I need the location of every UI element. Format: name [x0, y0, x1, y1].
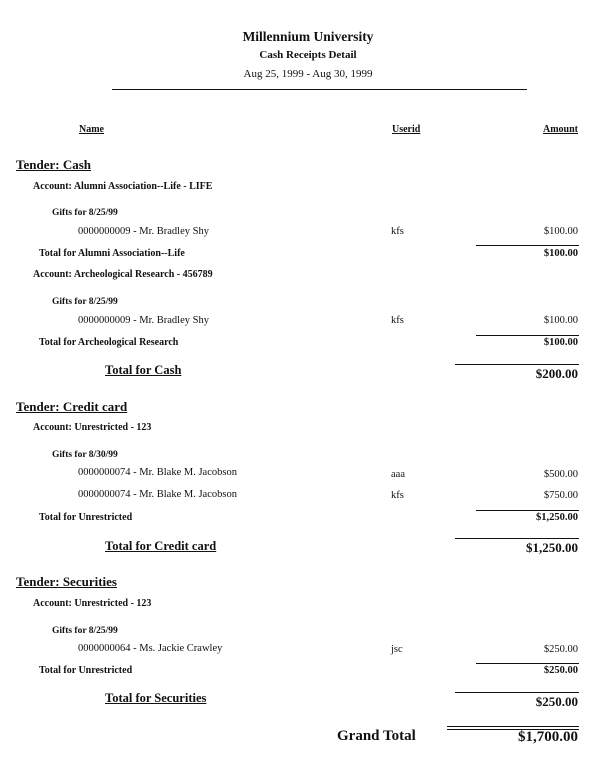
gift-amount: $100.00 [543, 315, 578, 326]
column-header-name: Name [79, 124, 104, 135]
tender-total-rule [455, 364, 579, 365]
userid-value: kfs [391, 226, 404, 237]
tender-total-amount: $200.00 [535, 366, 578, 381]
header-divider [112, 89, 527, 90]
grand-total-amount: $1,700.00 [518, 729, 578, 745]
report-title: Millennium University [242, 29, 374, 44]
gifts-date-label: Gifts for 8/25/99 [52, 626, 118, 636]
userid-value: jsc [391, 644, 403, 655]
account-heading: Account: Unrestricted - 123 [33, 598, 152, 609]
account-total-amount: $1,250.00 [536, 512, 578, 523]
subtotal-rule [476, 510, 579, 511]
gift-amount: $750.00 [543, 490, 578, 501]
column-header-amount: Amount [542, 124, 578, 135]
tender-heading-credit-card: Tender: Credit card [16, 399, 128, 414]
gift-amount: $100.00 [543, 226, 578, 237]
gifts-date-label: Gifts for 8/25/99 [52, 208, 118, 218]
account-total-label: Total for Alumni Association--Life [39, 248, 185, 259]
report-subtitle: Cash Receipts Detail [259, 49, 357, 61]
column-header-userid: Userid [392, 124, 421, 135]
account-heading: Account: Archeological Research - 456789 [33, 269, 213, 280]
tender-heading-cash: Tender: Cash [16, 157, 92, 172]
account-heading: Account: Alumni Association--Life - LIFE [33, 181, 213, 192]
donor-name: 0000000074 - Mr. Blake M. Jacobson [78, 467, 237, 478]
donor-name: 0000000074 - Mr. Blake M. Jacobson [78, 489, 237, 500]
report-date-range: Aug 25, 1999 - Aug 30, 1999 [243, 68, 373, 80]
grand-total-label: Grand Total [337, 728, 416, 744]
account-total-label: Total for Unrestricted [39, 512, 133, 523]
gift-amount: $500.00 [543, 469, 578, 480]
donor-name: 0000000064 - Ms. Jackie Crawley [78, 643, 223, 654]
userid-value: kfs [391, 315, 404, 326]
tender-total-amount: $1,250.00 [526, 540, 578, 555]
account-total-amount: $100.00 [543, 337, 578, 348]
tender-total-amount: $250.00 [535, 694, 578, 709]
tender-total-label: Total for Credit card [105, 539, 217, 553]
account-total-label: Total for Unrestricted [39, 665, 133, 676]
subtotal-rule [476, 663, 579, 664]
gifts-date-label: Gifts for 8/30/99 [52, 450, 118, 460]
gifts-date-label: Gifts for 8/25/99 [52, 297, 118, 307]
tender-total-rule [455, 538, 579, 539]
account-total-amount: $250.00 [543, 665, 578, 676]
donor-name: 0000000009 - Mr. Bradley Shy [78, 315, 209, 326]
account-heading: Account: Unrestricted - 123 [33, 422, 152, 433]
tender-heading-securities: Tender: Securities [16, 574, 117, 589]
grand-total-rule-top [447, 726, 579, 727]
tender-total-rule [455, 692, 579, 693]
userid-value: kfs [391, 490, 404, 501]
tender-total-label: Total for Cash [105, 363, 182, 377]
account-total-label: Total for Archeological Research [39, 337, 179, 348]
tender-total-label: Total for Securities [105, 691, 207, 705]
gift-amount: $250.00 [543, 644, 578, 655]
account-total-amount: $100.00 [543, 248, 578, 259]
subtotal-rule [476, 245, 579, 246]
donor-name: 0000000009 - Mr. Bradley Shy [78, 226, 209, 237]
userid-value: aaa [391, 469, 405, 480]
subtotal-rule [476, 335, 579, 336]
